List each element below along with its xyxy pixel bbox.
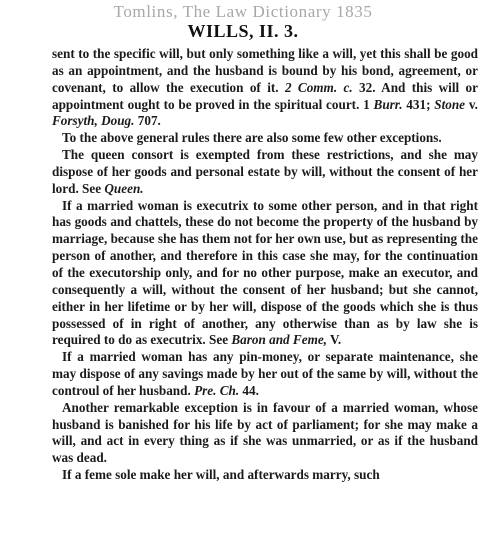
text-run: sent to the specific will, but only something like a will, yet this shall be good as an appointment, and the husband is bound by his bond, agreement, or covenant, to allow the execution of it.: [52, 46, 478, 95]
text-run: v.: [465, 96, 478, 112]
text-run: If a feme sole make her will, and afterwards marry, such: [62, 467, 380, 483]
text-run: 32. And this will or appointment ought to be proved in the spiritual court. 1: [52, 79, 478, 112]
italic-citation: Forsyth, Doug.: [52, 113, 135, 129]
italic-citation: Burr.: [373, 96, 403, 112]
page-edge: [480, 0, 486, 540]
italic-citation: Stone: [434, 96, 466, 112]
italic-citation: Baron and Feme,: [231, 332, 327, 348]
paragraph: [52, 147, 478, 198]
italic-citation: 2 Comm. c.: [284, 79, 353, 95]
paragraph: [52, 349, 478, 400]
italic-citation: Queen.: [104, 180, 144, 196]
text-run: 431;: [402, 96, 435, 112]
text-run: V.: [326, 332, 342, 348]
body-text: [52, 46, 478, 484]
paragraph: [52, 46, 478, 130]
paragraph: [52, 130, 478, 147]
running-head: WILLS, II. 3.: [187, 21, 299, 41]
text-run: If a married woman is executrix to some other person, and in that right has goods and chattels, these do not become the property of the husband by marriage, because she has them not for her own use, but as representing the person of another, and therefore in this case she may, for the continuation of the executorship only, and for no other purpose, make an executor, and consequently a will, without the consent of her husband; but she cannot, either in her lifetime or by her will, dispose of the goods which she is thus possessed of in right of another, any otherwise than as by law she is required to do as executrix. See: [52, 197, 478, 348]
source-watermark: Tomlins, The Law Dictionary 1835: [113, 2, 373, 21]
italic-citation: Pre. Ch.: [194, 382, 240, 398]
text-run: Another remarkable exception is in favour of a married woman, whose husband is banished for his life by act of parliament; for she may make a will, and act in every thing as if she was unmarried, or as if the husband was dead.: [52, 399, 478, 466]
paragraph: [52, 467, 478, 484]
paragraph: [52, 198, 478, 350]
text-run: 707.: [134, 113, 161, 129]
text-run: 44.: [239, 382, 259, 398]
text-run: To the above general rules there are also some few other exceptions.: [62, 130, 442, 146]
text-run: If a married woman has any pin-money, or separate maintenance, she may dispose of any savings made by her out of the same by will, without the controul of her husband.: [52, 349, 478, 398]
paragraph: [52, 400, 478, 467]
text-run: The queen consort is exempted from these restrictions, and she may dispose of her goods and personal estate by will, without the consent of her lord. See: [52, 147, 478, 196]
